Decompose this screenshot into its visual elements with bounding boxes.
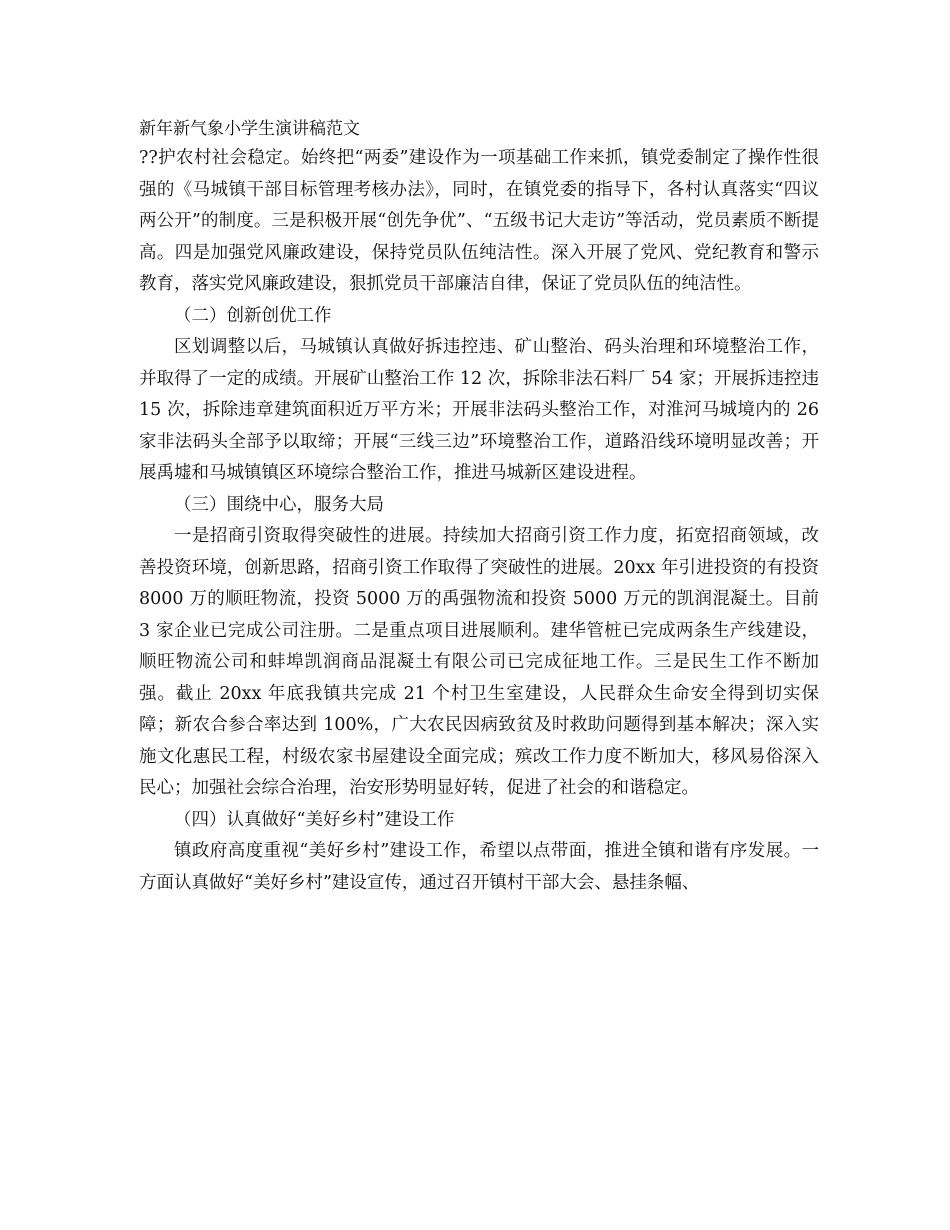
document-body: [139, 143, 819, 899]
paragraph-beautiful-village: 镇政府高度重视“美好乡村”建设工作，希望以点带面，推进全镇和谐有序发展。一方面认真做好“美好乡村”建设宣传，通过召开镇村干部大会、悬挂条幅、: [139, 841, 819, 893]
paragraph-serve-center: 一是招商引资取得突破性的进展。持续加大招商引资工作力度，拓宽招商领域，改善投资环境，创新思路，招商引资工作取得了突破性的进展。20xx 年引进投资的有投资 8000 万的顺旺物流，投资 5000 万的禹强物流和投资 5000 万元的凯润混凝土。目前 3 家企业已完成公司注册。二是重点项目进展顺利。建华管桩已完成两条生产线建设，顺旺物流公司和蚌埠凯润商品混凝土有限公司已完成征地工作。三是民生工作不断加强。截止 20xx 年底我镇共完成 21 个村卫生室建设，人民群众生命安全得到切实保障；新农合参合率达到 100%，广大农民因病致贫及时救助问题得到基本解决；深入实施文化惠民工程，村级农家书屋建设全面完成；殡改工作力度不断加大，移风易俗深入民心；加强社会综合治理，治安形势明显好转，促进了社会的和谐稳定。: [139, 526, 819, 798]
paragraph-party-building: ??护农村社会稳定。始终把“两委”建设作为一项基础工作来抓，镇党委制定了操作性很强的《马城镇干部目标管理考核办法》，同时，在镇党委的指导下，各村认真落实“四议两公开”的制度。三是积极开展“创先争优”、“五级书记大走访”等活动，党员素质不断提高。四是加强党风廉政建设，保持党员队伍纯洁性。深入开展了党风、党纪教育和警示教育，落实党风廉政建设，狠抓党员干部廉洁自律，保证了党员队伍的纯洁性。: [139, 148, 819, 294]
document-title: 新年新气象小学生演讲稿范文: [139, 119, 360, 139]
paragraph-innovation: 区划调整以后，马城镇认真做好拆违控违、矿山整治、码头治理和环境整治工作，并取得了一定的成绩。开展矿山整治工作 12 次，拆除非法石料厂 54 家；开展拆违控违 15 次，拆除违章建筑面积近万平方米；开展非法码头整治工作，对淮河马城境内的 26 家非法码头全部予以取缔；开展“三线三边”环境整治工作，道路沿线环境明显改善；开展禹墟和马城镇镇区环境综合整治工作，推进马城新区建设进程。: [139, 337, 819, 483]
section-heading-beautiful-village: （四）认真做好“美好乡村”建设工作: [174, 809, 455, 830]
section-heading-serve-center: （三）围绕中心，服务大局: [174, 494, 384, 515]
section-heading-innovation: （二）创新创优工作: [174, 305, 332, 326]
